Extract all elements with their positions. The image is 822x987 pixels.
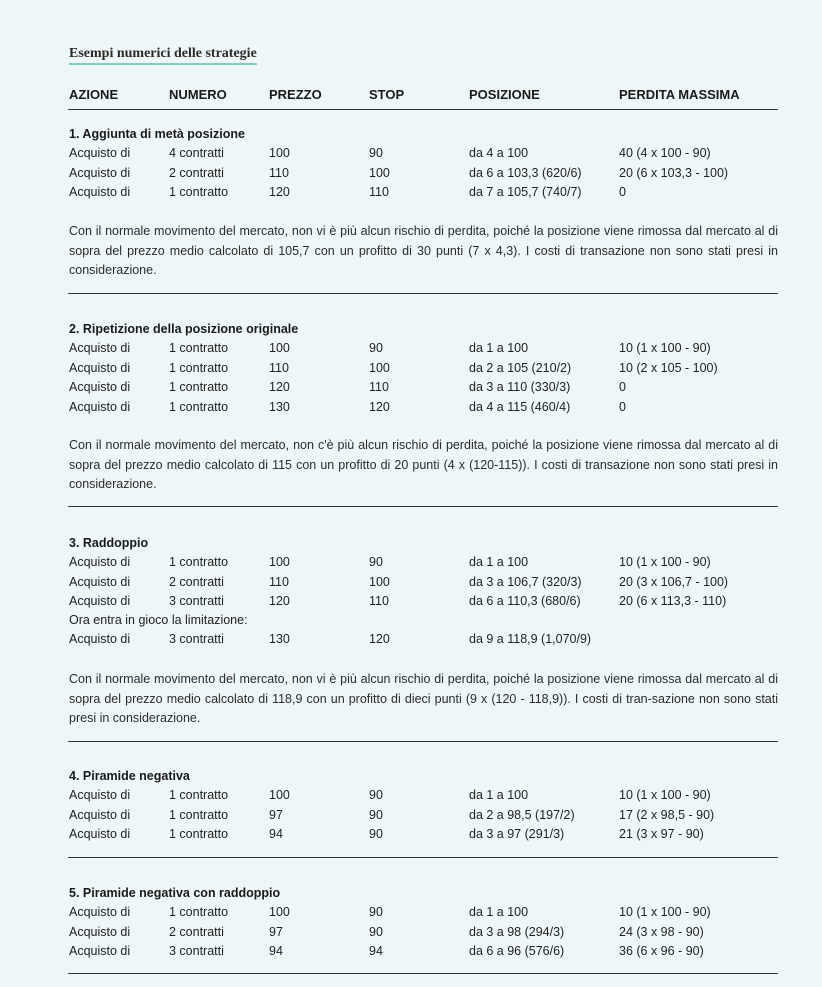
cell-azione: Acquisto di	[69, 944, 131, 958]
table-row	[0, 593, 822, 612]
section-title: 1. Aggiunta di metà posizione	[69, 127, 245, 141]
section-divider	[68, 506, 778, 507]
table-row	[0, 554, 822, 573]
cell-prezzo: 100	[269, 341, 290, 355]
section-paragraph: Con il normale movimento del mercato, non c'è più alcun rischio di perdita, poiché la posizione viene rimossa dal mercato al di sopra del prezzo medio calcolato di 115 con un profitto di 20 punti (4 x (120-115)). I costi di transazione non sono stati presi in considerazione.	[69, 438, 778, 491]
cell-prezzo: 94	[269, 944, 283, 958]
cell-perdita-massima: 20 (3 x 106,7 - 100)	[619, 574, 729, 589]
cell-azione: Acquisto di	[69, 788, 131, 802]
table-row	[0, 145, 822, 164]
section-title: 4. Piramide negativa	[69, 769, 190, 783]
cell-posizione: da 2 a 98,5 (197/2)	[469, 807, 575, 822]
cell-numero: 1 contratto	[169, 555, 229, 569]
cell-perdita-massima: 10 (1 x 100 - 90)	[619, 341, 711, 355]
cell-perdita-massima: 21 (3 x 97 - 90)	[619, 827, 704, 841]
cell-azione: Acquisto di	[69, 360, 131, 375]
cell-stop: 90	[369, 905, 383, 919]
header-numero: NUMERO	[169, 87, 227, 102]
cell-perdita-massima: 0	[619, 185, 626, 199]
cell-stop: 90	[369, 827, 383, 841]
cell-stop: 110	[369, 380, 389, 394]
cell-posizione: da 6 a 96 (576/6)	[469, 944, 565, 958]
header-stop: STOP	[369, 87, 405, 102]
cell-posizione: da 1 a 100	[469, 555, 529, 569]
table-row	[0, 943, 822, 962]
cell-posizione: da 1 a 100	[469, 341, 529, 355]
cell-perdita-massima: 10 (1 x 100 - 90)	[619, 555, 711, 569]
cell-stop: 110	[369, 185, 389, 199]
cell-azione: Acquisto di	[69, 827, 131, 841]
page-title: Esempi numerici delle strategie	[69, 45, 257, 65]
cell-azione: Acquisto di	[69, 632, 131, 646]
cell-azione: Acquisto di	[69, 399, 131, 414]
cell-azione: Acquisto di	[69, 924, 131, 939]
cell-stop: 90	[369, 807, 383, 822]
header-perdita-massima: PERDITA MASSIMA	[619, 87, 740, 102]
cell-posizione: da 3 a 97 (291/3)	[469, 827, 565, 841]
cell-stop: 90	[369, 788, 383, 802]
cell-numero: 1 contratto	[169, 788, 229, 802]
cell-perdita-massima: 17 (2 x 98,5 - 90)	[619, 807, 715, 822]
cell-numero: 1 contratto	[169, 807, 229, 822]
cell-numero: 4 contratti	[169, 146, 224, 160]
table-row	[0, 904, 822, 923]
cell-numero: 3 contratti	[169, 594, 224, 608]
cell-numero: 1 contratto	[169, 905, 229, 919]
section-title: 5. Piramide negativa con raddoppio	[69, 886, 281, 900]
table-row	[0, 165, 822, 184]
cell-posizione: da 4 a 100	[469, 146, 529, 160]
section-note: Ora entra in gioco la limitazione:	[69, 613, 248, 627]
table-row	[0, 807, 822, 826]
table-row	[0, 399, 822, 418]
cell-prezzo: 100	[269, 905, 290, 919]
section-title: 2. Ripetizione della posizione originale	[69, 322, 299, 336]
cell-numero: 2 contratti	[169, 574, 224, 589]
cell-perdita-massima: 20 (6 x 113,3 - 110)	[619, 594, 727, 608]
header-divider	[68, 109, 778, 110]
cell-prezzo: 120	[269, 185, 290, 199]
cell-prezzo: 97	[269, 924, 283, 939]
cell-azione: Acquisto di	[69, 594, 131, 608]
cell-posizione: da 1 a 100	[469, 905, 529, 919]
cell-prezzo: 130	[269, 632, 290, 646]
cell-perdita-massima: 10 (1 x 100 - 90)	[619, 788, 711, 802]
cell-prezzo: 97	[269, 807, 283, 822]
cell-prezzo: 110	[269, 574, 289, 589]
cell-posizione: da 3 a 110 (330/3)	[469, 380, 571, 394]
cell-azione: Acquisto di	[69, 341, 131, 355]
section-divider	[68, 741, 778, 742]
cell-numero: 3 contratti	[169, 632, 224, 646]
table-row	[0, 924, 822, 943]
cell-azione: Acquisto di	[69, 165, 131, 180]
cell-perdita-massima: 10 (1 x 100 - 90)	[619, 905, 711, 919]
cell-stop: 100	[369, 574, 390, 589]
cell-numero: 3 contratti	[169, 944, 224, 958]
cell-numero: 1 contratto	[169, 380, 229, 394]
section-divider	[68, 293, 778, 294]
section-paragraph: Con il normale movimento del mercato, non vi è più alcun rischio di perdita, poiché la posizione viene rimossa dal mercato al di sopra del prezzo medio calcolato di 118,9 con un profitto di dieci punti (9 x (120 - 118,9)). I costi di tran-sazione non sono stati presi in considerazione.	[69, 672, 778, 725]
cell-prezzo: 94	[269, 827, 283, 841]
cell-posizione: da 2 a 105 (210/2)	[469, 360, 572, 375]
cell-stop: 120	[369, 632, 390, 646]
cell-posizione: da 1 a 100	[469, 788, 529, 802]
cell-numero: 1 contratto	[169, 185, 229, 199]
cell-azione: Acquisto di	[69, 555, 131, 569]
cell-stop: 90	[369, 924, 383, 939]
cell-perdita-massima: 0	[619, 380, 626, 394]
cell-prezzo: 110	[269, 165, 289, 180]
cell-perdita-massima: 40 (4 x 100 - 90)	[619, 146, 711, 160]
cell-perdita-massima: 36 (6 x 96 - 90)	[619, 944, 704, 958]
table-row	[0, 631, 822, 650]
cell-numero: 2 contratti	[169, 165, 224, 180]
cell-azione: Acquisto di	[69, 574, 131, 589]
table-row	[0, 360, 822, 379]
header-prezzo: PREZZO	[269, 87, 322, 102]
cell-prezzo: 120	[269, 594, 290, 608]
cell-prezzo: 100	[269, 788, 290, 802]
cell-prezzo: 100	[269, 555, 290, 569]
header-posizione: POSIZIONE	[469, 87, 540, 102]
cell-stop: 110	[369, 594, 389, 608]
cell-perdita-massima: 24 (3 x 98 - 90)	[619, 924, 704, 939]
section-divider	[68, 857, 778, 858]
cell-numero: 1 contratto	[169, 399, 229, 414]
section-title: 3. Raddoppio	[69, 536, 149, 550]
cell-perdita-massima: 10 (2 x 105 - 100)	[619, 360, 718, 375]
cell-prezzo: 100	[269, 146, 290, 160]
cell-azione: Acquisto di	[69, 380, 131, 394]
cell-prezzo: 110	[269, 360, 289, 375]
cell-posizione: da 6 a 110,3 (680/6)	[469, 594, 581, 608]
cell-perdita-massima: 20 (6 x 103,3 - 100)	[619, 165, 729, 180]
cell-azione: Acquisto di	[69, 185, 131, 199]
table-row	[0, 787, 822, 806]
table-row	[0, 379, 822, 398]
table-header	[0, 87, 822, 105]
cell-stop: 120	[369, 399, 390, 414]
table-row	[0, 184, 822, 203]
cell-prezzo: 130	[269, 399, 290, 414]
cell-posizione: da 6 a 103,3 (620/6)	[469, 165, 582, 180]
table-row	[0, 826, 822, 845]
cell-stop: 90	[369, 146, 383, 160]
cell-numero: 1 contratto	[169, 341, 229, 355]
header-azione: AZIONE	[69, 87, 119, 102]
cell-azione: Acquisto di	[69, 807, 131, 822]
cell-numero: 2 contratti	[169, 924, 224, 939]
cell-posizione: da 3 a 98 (294/3)	[469, 924, 565, 939]
cell-stop: 94	[369, 944, 383, 958]
cell-numero: 1 contratto	[169, 827, 229, 841]
cell-numero: 1 contratto	[169, 360, 229, 375]
table-row	[0, 574, 822, 593]
cell-stop: 90	[369, 341, 383, 355]
cell-azione: Acquisto di	[69, 146, 131, 160]
cell-posizione: da 4 a 115 (460/4)	[469, 399, 571, 414]
cell-stop: 90	[369, 555, 383, 569]
cell-azione: Acquisto di	[69, 905, 131, 919]
cell-stop: 100	[369, 165, 390, 180]
section-paragraph: Con il normale movimento del mercato, non vi è più alcun rischio di perdita, poiché la posizione viene rimossa dal mercato al di sopra del prezzo medio calcolato di 105,7 con un profitto di 30 punti (7 x 4,3). I costi di transazione non sono stati presi in considerazione.	[69, 224, 778, 277]
section-divider	[68, 973, 778, 974]
table-row	[0, 340, 822, 359]
cell-perdita-massima: 0	[619, 399, 626, 414]
cell-posizione: da 9 a 118,9 (1,070/9)	[469, 632, 592, 646]
cell-posizione: da 3 a 106,7 (320/3)	[469, 574, 582, 589]
cell-stop: 100	[369, 360, 390, 375]
cell-posizione: da 7 a 105,7 (740/7)	[469, 185, 582, 199]
cell-prezzo: 120	[269, 380, 290, 394]
